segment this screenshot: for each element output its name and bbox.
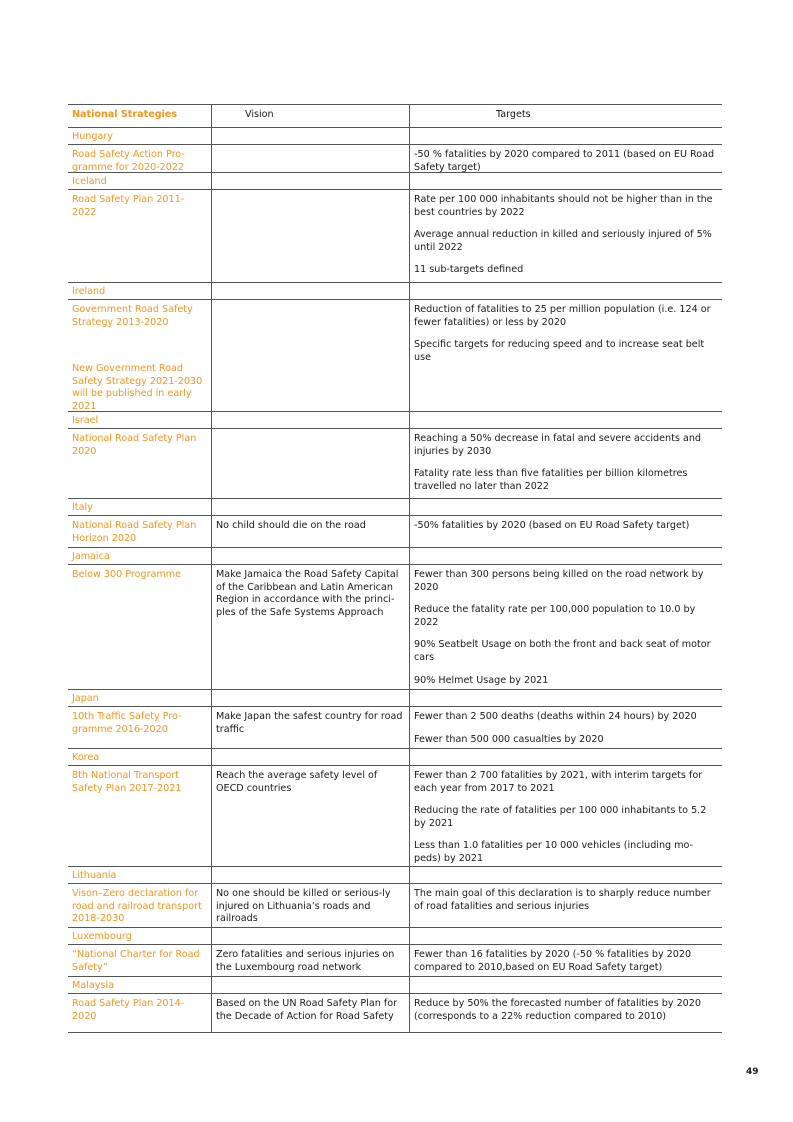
country-name: Hungary (68, 128, 212, 144)
country-block (68, 749, 722, 867)
country-name-vision-cell (212, 283, 410, 299)
country-name-vision-cell (212, 173, 410, 189)
country-block (68, 548, 722, 690)
country-detail-row (68, 884, 722, 927)
country-name-row (68, 548, 722, 565)
targets-cell (410, 565, 722, 689)
country-name-row (68, 928, 722, 945)
vision-cell: Reach the average safety level of OECD countries (212, 766, 410, 866)
targets-cell (410, 994, 722, 1032)
plan-name: 8th National Transport Safety Plan 2017-2021 (72, 770, 182, 794)
country-name: Malaysia (68, 977, 212, 993)
target-item: Reducing the rate of fatalities per 100 000 inhabitants to 5.2 by 2021 (414, 805, 707, 829)
country-name-targets-cell (410, 128, 722, 144)
country-name-targets-cell (410, 548, 722, 564)
country-detail-row (68, 190, 722, 282)
country-block (68, 499, 722, 548)
country-name-vision-cell (212, 412, 410, 428)
targets-cell (410, 884, 722, 927)
vision-cell: Make Jamaica the Road Safety Capital of the Caribbean and Latin American Region in accordance with the princi-ples of the Safe Systems Approach (212, 565, 410, 689)
country-name: Ireland (68, 283, 212, 299)
country-name-vision-cell (212, 867, 410, 883)
plan-name: 10th Traffic Safety Pro-gramme 2016-2020 (72, 711, 182, 735)
plan-name: Vison–Zero declaration for road and railroad transport 2018-2030 (72, 888, 202, 925)
country-name-vision-cell (212, 548, 410, 564)
target-item: Average annual reduction in killed and seriously injured of 5% until 2022 (414, 229, 712, 253)
country-name-targets-cell (410, 499, 722, 515)
plan-name: Road Safety Plan 2014-2020 (72, 998, 185, 1022)
targets-cell (410, 516, 722, 547)
plan-name: New Government Road Safety Strategy 2021-2030 will be published in early 2021 (72, 363, 203, 412)
country-block (68, 977, 722, 1033)
vision-cell: Make Japan the safest country for road traffic (212, 707, 410, 748)
vision-cell: Based on the UN Road Safety Plan for the Decade of Action for Road Safety (212, 994, 410, 1032)
country-name: Korea (68, 749, 212, 765)
country-detail-row (68, 300, 722, 411)
header-targets: Targets (496, 109, 531, 120)
country-name: Lithuania (68, 867, 212, 883)
country-detail-row (68, 707, 722, 748)
vision-cell: No child should die on the road (212, 516, 410, 547)
country-name-vision-cell (212, 128, 410, 144)
target-item: -50% fatalities by 2020 (based on EU Road Safety target) (414, 520, 690, 531)
country-name-row (68, 499, 722, 516)
country-name-targets-cell (410, 173, 722, 189)
targets-cell (410, 707, 722, 748)
country-name-row (68, 412, 722, 429)
plans-cell (68, 565, 212, 689)
header-national-strategies: National Strategies (68, 105, 212, 127)
country-name-targets-cell (410, 412, 722, 428)
country-name-row (68, 283, 722, 300)
table-header (68, 104, 722, 128)
plans-cell (68, 766, 212, 866)
target-item: Reduce by 50% the forecasted number of fatalities by 2020 (corresponds to a 22% reduction compared to 2010) (414, 998, 701, 1022)
plan-name: “National Charter for Road Safety” (72, 949, 200, 973)
plans-cell (68, 884, 212, 927)
country-name-row (68, 867, 722, 884)
target-item: Reduction of fatalities to 25 per million population (i.e. 124 or fewer fatalities) or less by 2020 (414, 304, 711, 328)
target-item: Rate per 100 000 inhabitants should not be higher than in the best countries by 2022 (414, 194, 713, 218)
table-body (68, 128, 722, 1033)
plan-name: National Road Safety Plan 2020 (72, 433, 197, 457)
country-name-row (68, 749, 722, 766)
plan-name: National Road Safety Plan Horizon 2020 (72, 520, 197, 544)
country-block (68, 690, 722, 749)
country-name-vision-cell (212, 977, 410, 993)
targets-cell (410, 145, 722, 172)
vision-cell (212, 300, 410, 411)
vision-cell: Zero fatalities and serious injuries on the Luxembourg road network (212, 945, 410, 976)
vision-cell (212, 190, 410, 282)
vision-cell (212, 145, 410, 172)
country-name-targets-cell (410, 867, 722, 883)
vision-cell: No one should be killed or serious-ly injured on Lithuania’s roads and railroads (212, 884, 410, 927)
targets-cell (410, 300, 722, 411)
plan-name: Government Road Safety Strategy 2013-2020 (72, 304, 193, 328)
targets-cell (410, 766, 722, 866)
plan-name: Road Safety Action Pro-gramme for 2020-2022 (72, 149, 185, 173)
target-item: Specific targets for reducing speed and to increase seat belt use (414, 339, 705, 363)
country-name-row (68, 690, 722, 707)
country-name-targets-cell (410, 928, 722, 944)
plan-name: Road Safety Plan 2011-2022 (72, 194, 185, 218)
country-detail-row (68, 516, 722, 547)
page-number: 49 (746, 1067, 759, 1077)
plan-name: Below 300 Programme (72, 569, 182, 580)
country-name-row (68, 173, 722, 190)
plans-cell (68, 994, 212, 1032)
country-name: Jamaica (68, 548, 212, 564)
country-name-targets-cell (410, 749, 722, 765)
target-item: The main goal of this declaration is to sharply reduce number of road fatalities and serious injuries (414, 888, 711, 912)
country-name-row (68, 977, 722, 994)
target-item: -50 % fatalities by 2020 compared to 2011 (based on EU Road Safety target) (414, 149, 715, 173)
country-detail-row (68, 145, 722, 172)
target-item: Reaching a 50% decrease in fatal and severe accidents and injuries by 2030 (414, 433, 701, 457)
country-name: Italy (68, 499, 212, 515)
target-item: 90% Helmet Usage by 2021 (414, 674, 549, 686)
targets-cell (410, 429, 722, 498)
plans-cell (68, 945, 212, 976)
plans-cell (68, 300, 212, 411)
country-name: Israel (68, 412, 212, 428)
target-item: Fewer than 2 700 fatalities by 2021, with interim targets for each year from 2017 to 2021 (414, 770, 703, 794)
country-block (68, 283, 722, 412)
target-item: Fatality rate less than five fatalities per billion kilometres travelled no later than 2022 (414, 468, 688, 492)
country-detail-row (68, 766, 722, 866)
country-block (68, 867, 722, 928)
country-detail-row (68, 429, 722, 498)
country-name-vision-cell (212, 749, 410, 765)
plans-cell (68, 190, 212, 282)
country-name: Japan (68, 690, 212, 706)
country-name-targets-cell (410, 977, 722, 993)
strategies-table (68, 104, 722, 1033)
country-block (68, 128, 722, 173)
country-name: Iceland (68, 173, 212, 189)
target-item: Reduce the fatality rate per 100,000 population to 10.0 by 2022 (414, 604, 696, 628)
plans-cell (68, 516, 212, 547)
country-name-targets-cell (410, 283, 722, 299)
country-name: Luxembourg (68, 928, 212, 944)
target-item: Fewer than 500 000 casualties by 2020 (414, 733, 604, 745)
country-name-targets-cell (410, 690, 722, 706)
country-name-vision-cell (212, 928, 410, 944)
header-vision: Vision (212, 105, 410, 127)
country-block (68, 173, 722, 283)
target-item: 11 sub-targets defined (414, 264, 524, 276)
country-block (68, 412, 722, 499)
target-item: 90% Seatbelt Usage on both the front and back seat of motor cars (414, 639, 711, 663)
country-detail-row (68, 994, 722, 1032)
target-item: Less than 1.0 fatalities per 10 000 vehicles (including mo-peds) by 2021 (414, 840, 694, 864)
targets-cell (410, 945, 722, 976)
target-item: Fewer than 16 fatalities by 2020 (-50 % fatalities by 2020 compared to 2010,based on EU Road Safety target) (414, 949, 692, 973)
country-name-row (68, 128, 722, 145)
country-name-vision-cell (212, 499, 410, 515)
country-block (68, 928, 722, 977)
target-item: Fewer than 300 persons being killed on the road network by 2020 (414, 569, 704, 593)
targets-cell (410, 190, 722, 282)
plans-cell (68, 707, 212, 748)
vision-cell (212, 429, 410, 498)
country-detail-row (68, 945, 722, 976)
country-detail-row (68, 565, 722, 689)
target-item: Fewer than 2 500 deaths (deaths within 24 hours) by 2020 (414, 711, 697, 722)
country-name-vision-cell (212, 690, 410, 706)
plans-cell (68, 429, 212, 498)
plans-cell (68, 145, 212, 172)
